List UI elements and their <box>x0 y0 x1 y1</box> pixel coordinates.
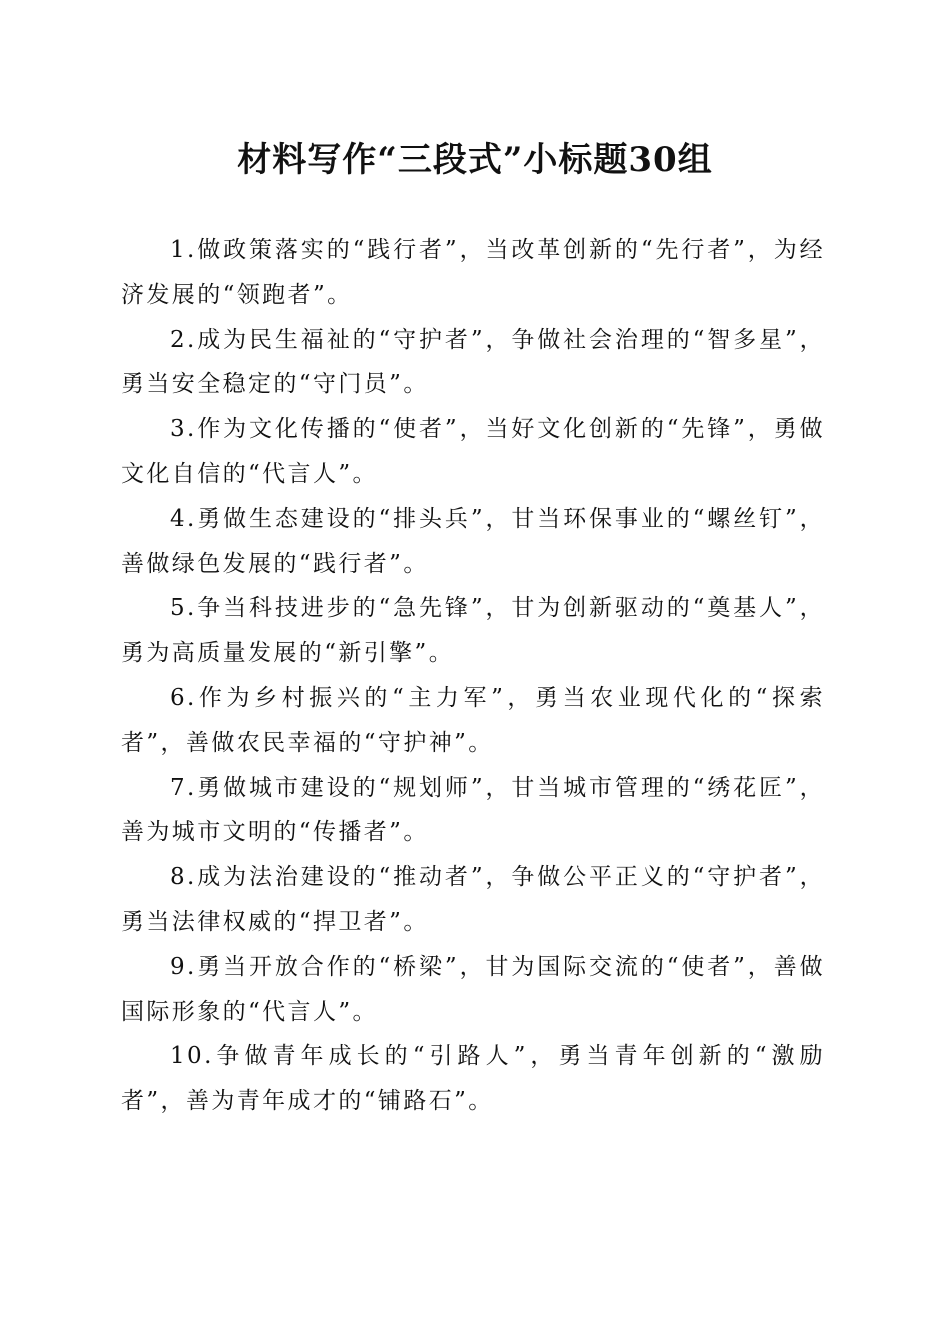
paragraph-2: 2.成为民生福祉的“守护者”，争做社会治理的“智多星”，勇当安全稳定的“守门员”。 <box>121 326 825 398</box>
paragraph-4: 4.勇做生态建设的“排头兵”，甘当环保事业的“螺丝钉”，善做绿色发展的“践行者”。 <box>121 505 825 577</box>
paragraph-1: 1.做政策落实的“践行者”，当改革创新的“先行者”，为经济发展的“领跑者”。 <box>121 237 825 308</box>
document-body <box>121 228 825 1124</box>
paragraph-10: 10.争做青年成长的“引路人”，勇当青年创新的“激励者”，善为青年成才的“铺路石”。 <box>121 1043 825 1115</box>
paragraph-3: 3.作为文化传播的“使者”，当好文化创新的“先锋”，勇做文化自信的“代言人”。 <box>121 416 825 487</box>
paragraph-7: 7.勇做城市建设的“规划师”，甘当城市管理的“绣花匠”，善为城市文明的“传播者”。 <box>121 774 825 846</box>
paragraph-5: 5.争当科技进步的“急先锋”，甘为创新驱动的“奠基人”，勇为高质量发展的“新引擎”。 <box>121 595 825 667</box>
paragraph-8: 8.成为法治建设的“推动者”，争做公平正义的“守护者”，勇当法律权威的“捍卫者”。 <box>121 864 825 935</box>
paragraph-9: 9.勇当开放合作的“桥梁”，甘为国际交流的“使者”，善做国际形象的“代言人”。 <box>121 953 825 1025</box>
document-title: 材料写作“三段式”小标题30组 <box>237 140 713 180</box>
paragraph-6: 6.作为乡村振兴的“主力军”，勇当农业现代化的“探索者”，善做农民幸福的“守护神”。 <box>121 684 825 756</box>
